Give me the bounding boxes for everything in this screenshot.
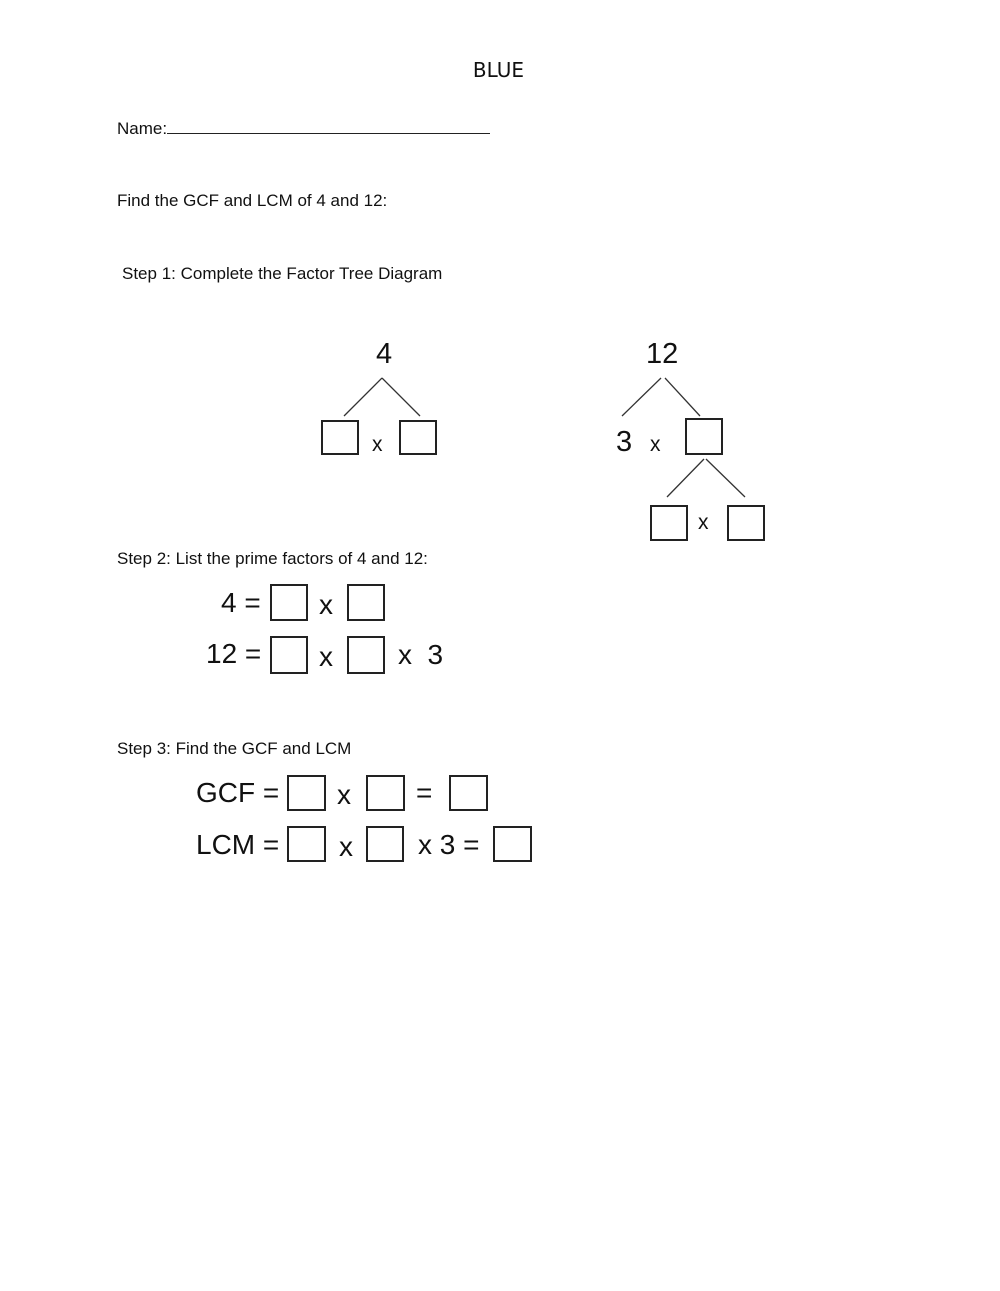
tree-right-given-factor: 3: [616, 426, 633, 458]
lcm-lhs: LCM =: [196, 829, 280, 860]
step3-heading: Step 3: Find the GCF and LCM: [117, 739, 352, 758]
tree-right-times-top: x: [650, 433, 661, 456]
gcf-times: x: [337, 779, 351, 810]
step2-row1-lhs: 4 =: [221, 587, 261, 618]
tree-left-branch-left: [344, 378, 382, 416]
name-label: Name:: [117, 119, 168, 138]
tree-right-branch-left: [622, 378, 661, 416]
step1-heading: Step 1: Complete the Factor Tree Diagram: [122, 264, 443, 283]
tree-left-times: x: [372, 433, 383, 456]
lcm-times: x: [339, 831, 353, 862]
gcf-lhs: GCF =: [196, 777, 280, 808]
gcf-result-box[interactable]: [449, 775, 488, 811]
step2-row2-lhs: 12 =: [206, 638, 262, 669]
tree-right-answer-box-bottom-1[interactable]: [650, 505, 688, 541]
step2-row1-times: x: [319, 589, 333, 620]
tree-right-times-bottom: x: [698, 511, 709, 534]
page-title: BLUE: [472, 58, 525, 82]
instruction-text: Find the GCF and LCM of 4 and 12:: [117, 191, 388, 210]
gcf-answer-box-2[interactable]: [366, 775, 405, 811]
lcm-tail: x 3 =: [418, 829, 480, 860]
step2-row1-answer-box-2[interactable]: [347, 584, 385, 621]
tree-right-sub-branch-right: [706, 459, 745, 497]
gcf-equals: =: [416, 777, 433, 808]
tree-right-sub-branch-left: [667, 459, 704, 497]
tree-left-branch-right: [382, 378, 420, 416]
step2-row1-answer-box-1[interactable]: [270, 584, 308, 621]
lcm-result-box[interactable]: [493, 826, 532, 862]
step2-row2-answer-box-2[interactable]: [347, 636, 385, 674]
lcm-answer-box-2[interactable]: [366, 826, 404, 862]
tree-left-answer-box-1[interactable]: [321, 420, 359, 455]
step2-row2-times: x: [319, 641, 333, 672]
tree-left-root: 4: [376, 338, 393, 370]
tree-right-answer-box-bottom-2[interactable]: [727, 505, 765, 541]
gcf-answer-box-1[interactable]: [287, 775, 326, 811]
tree-left-answer-box-2[interactable]: [399, 420, 437, 455]
lcm-answer-box-1[interactable]: [287, 826, 326, 862]
tree-right-root: 12: [646, 338, 679, 370]
step2-heading: Step 2: List the prime factors of 4 and 12:: [117, 549, 428, 568]
step2-row2-answer-box-1[interactable]: [270, 636, 308, 674]
step2-row2-tail: x 3: [398, 639, 444, 670]
tree-right-answer-box-top[interactable]: [685, 418, 723, 455]
tree-right-branch-right: [665, 378, 700, 416]
